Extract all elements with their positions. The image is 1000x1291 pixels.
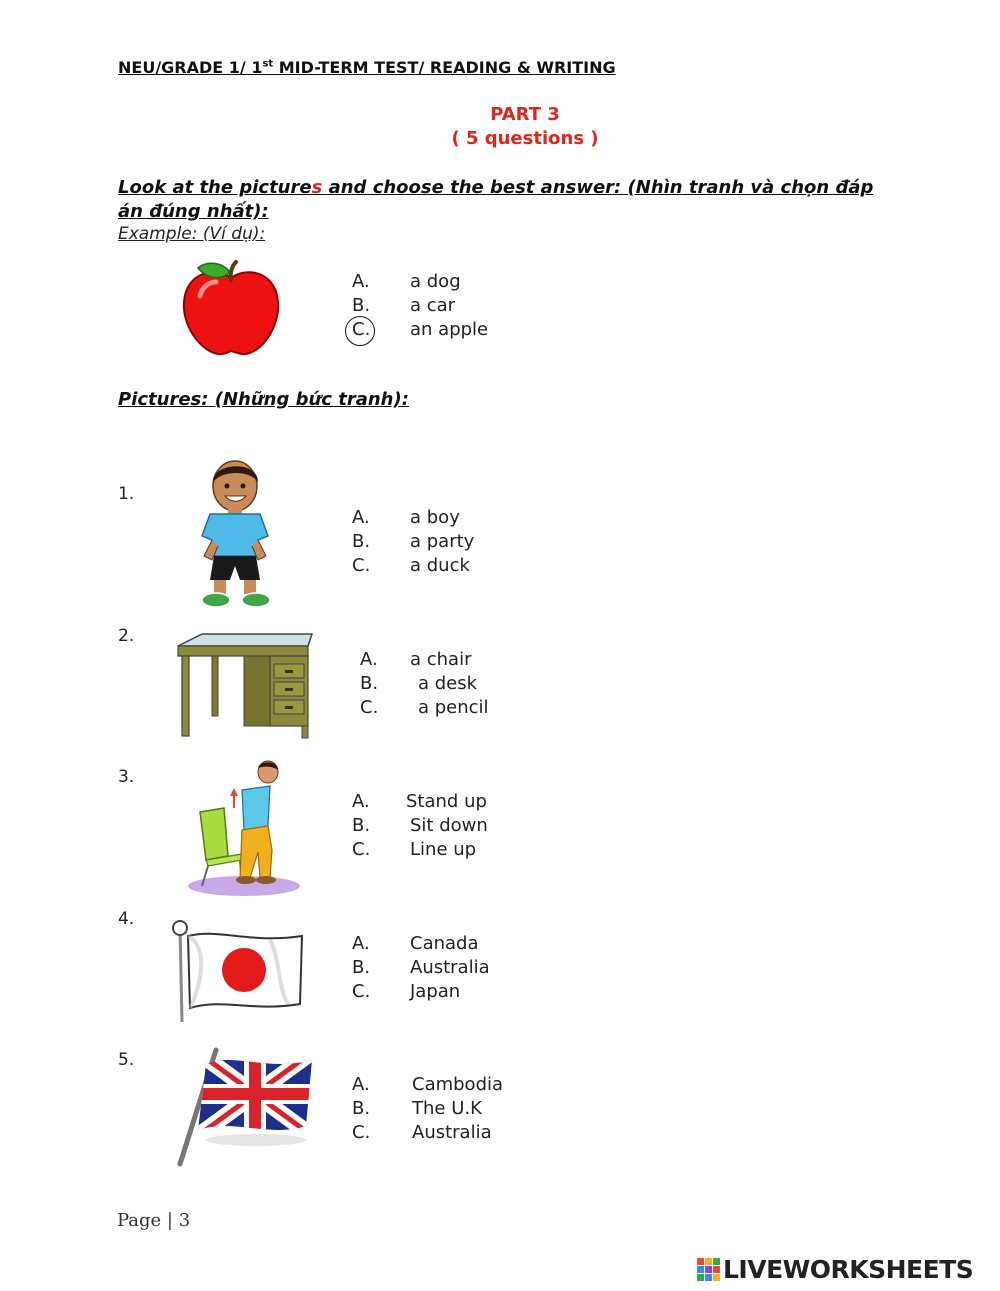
- option-text: a car: [410, 295, 456, 316]
- option-text: Australia: [410, 957, 490, 978]
- option-text: a boy: [410, 507, 460, 528]
- option-letter: C.: [352, 839, 371, 860]
- option-letter: B.: [352, 531, 371, 552]
- option-text: a party: [410, 531, 475, 552]
- instructions: [118, 176, 888, 224]
- option-letter: C.: [352, 1122, 371, 1143]
- question-1-options: [352, 506, 474, 578]
- option-a[interactable]: [352, 932, 490, 956]
- option-a[interactable]: [360, 648, 489, 672]
- apple-picture: [180, 258, 282, 358]
- liveworksheets-logo[interactable]: [697, 1255, 997, 1285]
- option-letter: A.: [352, 271, 370, 292]
- example-options: [352, 270, 488, 342]
- part-title: PART 3: [490, 104, 560, 125]
- option-letter: B.: [360, 673, 379, 694]
- option-a[interactable]: [352, 790, 488, 814]
- option-text: Stand up: [406, 791, 487, 812]
- option-text: Canada: [410, 933, 479, 954]
- question-number: 3.: [118, 767, 135, 787]
- question-number: 2.: [118, 626, 135, 646]
- option-a[interactable]: [352, 1073, 503, 1097]
- option-letter: B.: [352, 1098, 371, 1119]
- option-c[interactable]: [352, 838, 488, 862]
- option-letter-text: C.: [352, 319, 371, 340]
- example-label: Example: (Ví dụ):: [118, 224, 266, 244]
- page-number: Page | 3: [117, 1210, 191, 1231]
- option-text: The U.K: [412, 1098, 482, 1119]
- question-2-options: [360, 648, 489, 720]
- option-text: a duck: [410, 555, 470, 576]
- option-text: Cambodia: [412, 1074, 504, 1095]
- option-text: a dog: [410, 271, 461, 292]
- header-sup: st: [262, 58, 274, 70]
- sit-down-picture: [184, 760, 300, 898]
- pictures-label: Pictures: (Những bức tranh):: [118, 389, 409, 410]
- question-5-options: [352, 1073, 503, 1145]
- instructions-before: Look at the picture: [118, 177, 312, 198]
- option-letter: C.: [352, 555, 371, 576]
- uk-flag-picture: [172, 1044, 318, 1168]
- option-text: Line up: [410, 839, 477, 860]
- option-b[interactable]: [352, 1097, 503, 1121]
- japan-flag-picture: [170, 918, 306, 1024]
- option-letter: A.: [352, 507, 370, 528]
- logo-text: LIVEWORKSHEETS: [723, 1255, 974, 1284]
- option-text: an apple: [410, 319, 489, 340]
- option-text: Japan: [410, 981, 461, 1002]
- option-c[interactable]: [360, 696, 489, 720]
- selected-circle-icon: [345, 316, 375, 346]
- option-letter: A.: [352, 1074, 370, 1095]
- option-b[interactable]: [360, 672, 489, 696]
- option-b[interactable]: [352, 530, 474, 554]
- question-3-options: [352, 790, 488, 862]
- option-text: a pencil: [418, 697, 489, 718]
- example-option-b[interactable]: [352, 294, 488, 318]
- option-text: a chair: [410, 649, 472, 670]
- part-subtitle: ( 5 questions ): [451, 128, 599, 149]
- option-letter: B.: [352, 815, 371, 836]
- boy-picture: [188, 456, 283, 612]
- option-letter: B.: [352, 295, 371, 316]
- document-header: [118, 58, 616, 77]
- option-c[interactable]: [352, 980, 490, 1004]
- option-a[interactable]: [352, 506, 474, 530]
- question-number: 1.: [118, 484, 135, 504]
- option-letter: A.: [352, 933, 370, 954]
- header-prefix: NEU/GRADE 1/ 1: [118, 58, 263, 77]
- option-c[interactable]: [352, 1121, 503, 1145]
- option-c[interactable]: [352, 554, 474, 578]
- example-option-a[interactable]: [352, 270, 488, 294]
- option-text: a desk: [418, 673, 478, 694]
- question-number: 4.: [118, 909, 135, 929]
- instructions-after: and choose the best answer: (Nhìn tranh và chọn đáp án đúng nhất):: [118, 177, 874, 222]
- option-letter: C.: [360, 697, 379, 718]
- header-suffix: MID-TERM TEST/ READING & WRITING: [273, 58, 616, 77]
- option-letter: [352, 318, 410, 342]
- option-text: Australia: [412, 1122, 492, 1143]
- question-number: 5.: [118, 1050, 135, 1070]
- example-option-c[interactable]: [352, 318, 488, 342]
- option-letter: A.: [352, 791, 370, 812]
- option-b[interactable]: [352, 956, 490, 980]
- option-b[interactable]: [352, 814, 488, 838]
- logo-blocks-icon: [697, 1258, 721, 1282]
- desk-picture: [172, 632, 314, 740]
- question-4-options: [352, 932, 490, 1004]
- instructions-highlight: s: [311, 177, 323, 198]
- option-letter: C.: [352, 981, 371, 1002]
- option-letter: B.: [352, 957, 371, 978]
- option-letter: A.: [360, 649, 378, 670]
- option-text: Sit down: [410, 815, 488, 836]
